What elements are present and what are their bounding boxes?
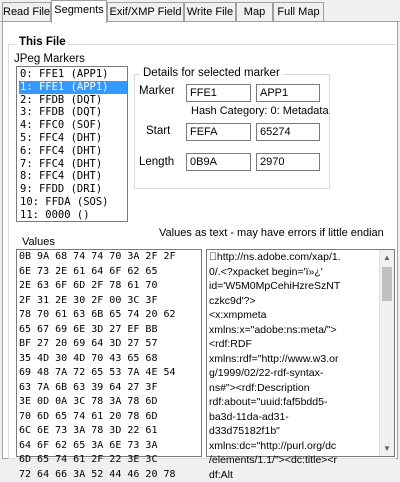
tab-map[interactable]: Map	[236, 2, 273, 21]
scroll-thumb[interactable]	[382, 267, 392, 301]
length-label: Length	[139, 156, 174, 168]
marker-item-3[interactable]: 3: FFDB (DQT)	[19, 106, 127, 119]
text-line: czkc9d'?>	[207, 294, 379, 309]
text-line: <x:xmpmeta	[207, 308, 379, 323]
tab-exif-xmp-field[interactable]: Exif/XMP Field	[107, 2, 184, 21]
hex-line: 2E 63 6F 6D 2F 78 61 70	[17, 279, 201, 294]
marker-item-11[interactable]: 11: 0000 ()	[19, 209, 127, 222]
hex-line: 63 7A 6B 63 39 64 27 3F	[17, 381, 201, 396]
text-line: xmlns:dc="http://purl.org/dc	[207, 439, 379, 454]
start-label: Start	[146, 125, 170, 137]
hex-line: 0B 9A 68 74 74 70 3A 2F 2F	[17, 250, 201, 265]
marker-item-1[interactable]: 1: FFE1 (APP1)	[19, 81, 127, 94]
details-title: Details for selected marker	[140, 67, 283, 79]
marker-item-9[interactable]: 9: FFDD (DRI)	[19, 183, 127, 196]
text-line:  http://ns.adobe.com/xap/1.	[207, 250, 379, 265]
scroll-down-icon[interactable]: ▼	[380, 441, 394, 456]
length-dec-field[interactable]: 2970	[256, 153, 320, 171]
marker-item-6[interactable]: 6: FFC4 (DHT)	[19, 145, 127, 158]
hex-line: 6E 73 2E 61 64 6F 62 65	[17, 265, 201, 280]
text-line: id='W5M0MpCehiHzreSzNT	[207, 279, 379, 294]
hex-line: 6D 65 74 61 2F 22 3E 3C	[17, 453, 201, 468]
text-line: xmlns:x="adobe:ns:meta/">	[207, 323, 379, 338]
marker-item-7[interactable]: 7: FFC4 (DHT)	[19, 158, 127, 171]
values-as-text-label: Values as text - may have errors if little endian	[159, 227, 384, 239]
marker-name-field[interactable]: APP1	[256, 84, 320, 102]
marker-item-2[interactable]: 2: FFDB (DQT)	[19, 94, 127, 107]
marker-label: Marker	[139, 85, 175, 97]
hex-line: 78 70 61 63 6B 65 74 20 62	[17, 308, 201, 323]
text-line: g/1999/02/22-rdf-syntax-	[207, 366, 379, 381]
text-line: 0/.<?xpacket begin='ï»¿'	[207, 265, 379, 280]
marker-item-5[interactable]: 5: FFC4 (DHT)	[19, 132, 127, 145]
hex-line: 3E 0D 0A 3C 78 3A 78 6D	[17, 395, 201, 410]
start-hex-field[interactable]: FEFA	[186, 123, 251, 141]
marker-item-4[interactable]: 4: FFC0 (SOF)	[19, 119, 127, 132]
values-label: Values	[22, 236, 55, 248]
hex-line: 65 67 69 6E 3D 27 EF BB	[17, 323, 201, 338]
marker-item-10[interactable]: 10: FFDA (SOS)	[19, 196, 127, 209]
hex-line: 2F 31 2E 30 2F 00 3C 3F	[17, 294, 201, 309]
hex-line: 69 48 7A 72 65 53 7A 4E 54	[17, 366, 201, 381]
text-line: d33d75182f1b"	[207, 424, 379, 439]
marker-code-field[interactable]: FFE1	[186, 84, 251, 102]
hash-category-label: Hash Category: 0: Metadata	[191, 105, 329, 117]
jpeg-markers-list[interactable]	[16, 66, 128, 222]
jpeg-markers-label: JPeg Markers	[14, 53, 85, 65]
tab-read-file[interactable]: Read File	[2, 2, 51, 21]
text-values-textbox[interactable]	[206, 249, 395, 457]
marker-item-0[interactable]: 0: FFE1 (APP1)	[19, 68, 127, 81]
length-hex-field[interactable]: 0B9A	[186, 153, 251, 171]
scroll-up-icon[interactable]: ▲	[380, 250, 394, 265]
marker-item-8[interactable]: 8: FFC4 (DHT)	[19, 170, 127, 183]
text-line: <rdf:RDF	[207, 337, 379, 352]
tab-full-map[interactable]: Full Map	[273, 2, 324, 21]
hex-line: 35 4D 30 4D 70 43 65 68	[17, 352, 201, 367]
hex-line: BF 27 20 69 64 3D 27 57	[17, 337, 201, 352]
text-line: rdf:about="uuid:faf5bdd5-	[207, 395, 379, 410]
hex-line: 70 6D 65 74 61 20 78 6D	[17, 410, 201, 425]
text-line: df:Alt	[207, 468, 379, 482]
this-file-label: This File	[17, 36, 68, 48]
tab-segments[interactable]: Segments	[51, 0, 107, 23]
hex-values-textbox[interactable]	[16, 249, 202, 457]
text-values-scrollbar[interactable]	[379, 250, 394, 456]
start-dec-field[interactable]: 65274	[256, 123, 320, 141]
tab-strip	[0, 0, 400, 22]
text-line: xmlns:rdf="http://www.w3.or	[207, 352, 379, 367]
text-line: /elements/1.1/"><dc:title><r	[207, 453, 379, 468]
text-line: ba3d-11da-ad31-	[207, 410, 379, 425]
tab-write-file[interactable]: Write File	[184, 2, 236, 21]
hex-line: 6C 6E 73 3A 78 3D 22 61	[17, 424, 201, 439]
hex-line: 64 6F 62 65 3A 6E 73 3A	[17, 439, 201, 454]
hex-line: 72 64 66 3A 52 44 46 20 78	[17, 468, 201, 482]
text-line: ns#"><rdf:Description	[207, 381, 379, 396]
